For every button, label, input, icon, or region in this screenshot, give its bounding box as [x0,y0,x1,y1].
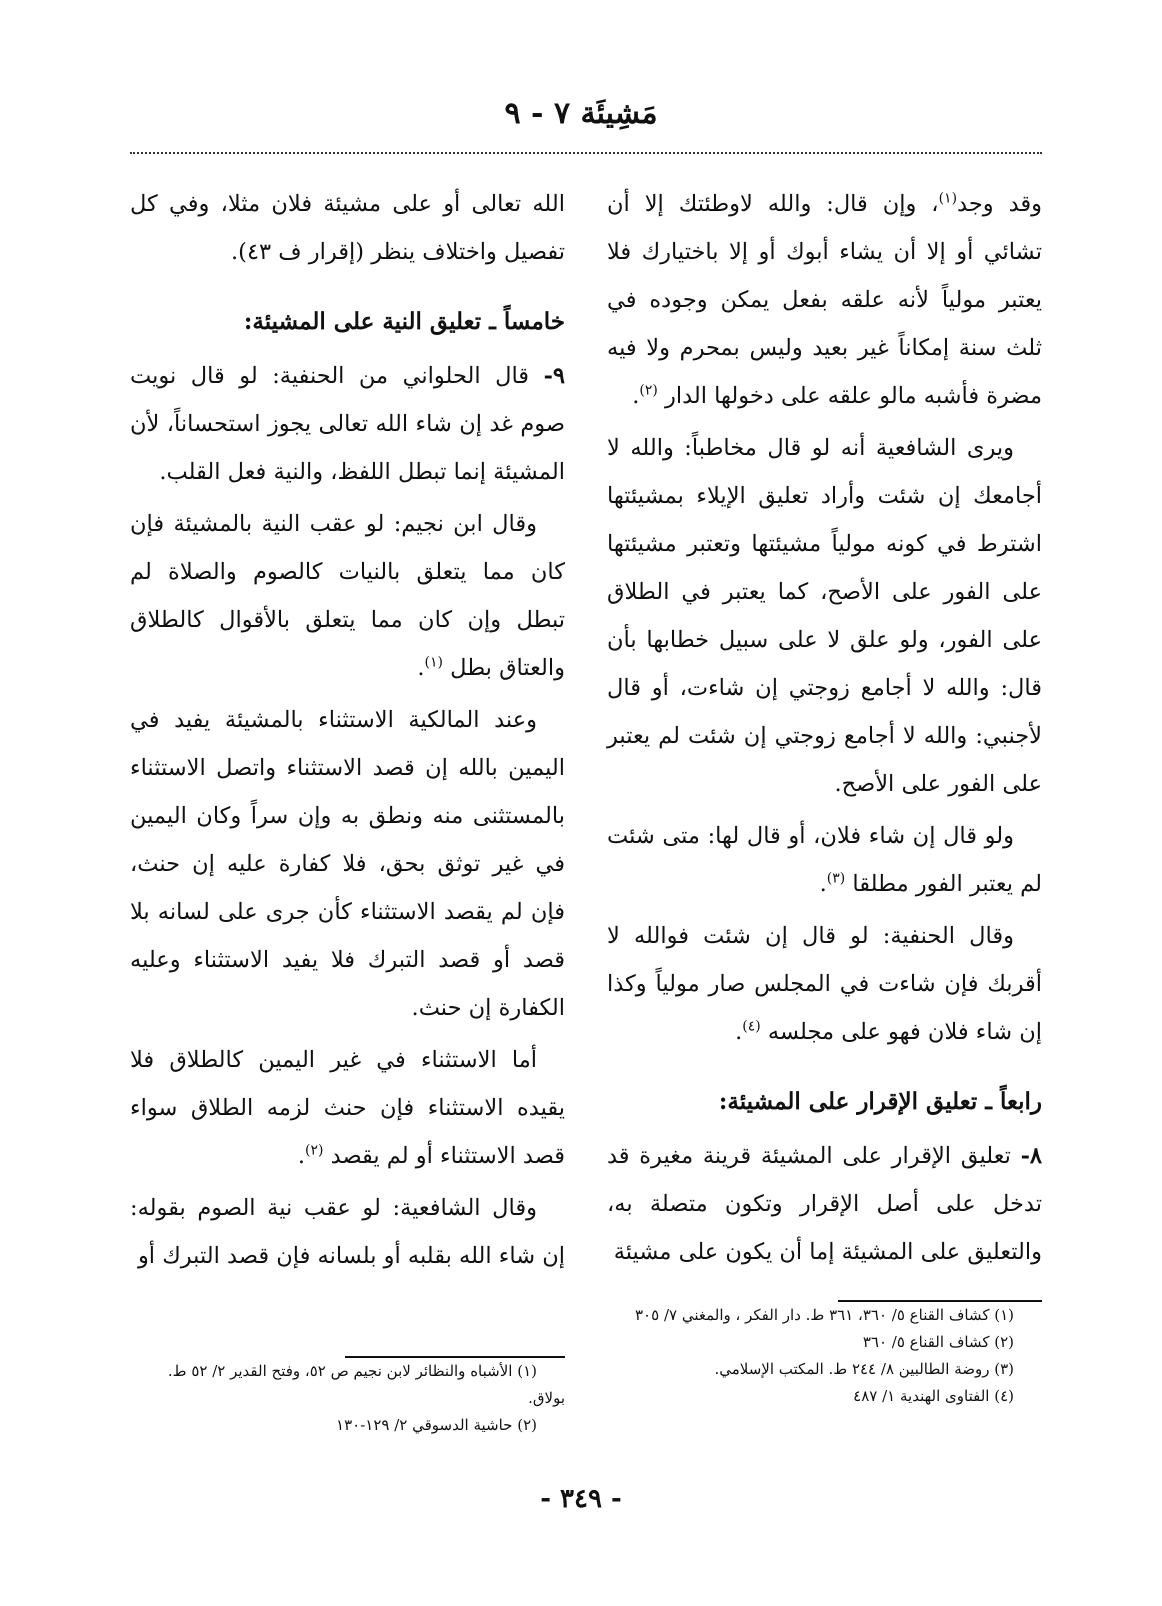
footnote-ref: (٤) [742,1018,761,1035]
paragraph: وقال ابن نجيم: لو عقب النية بالمشيئة فإن كان مما يتعلق بالنيات كالصوم والصلاة لم تبطل وإن كان مما يتعلق بالأقوال كالطلاق والعتاق بطل $^{(١)}$. [130,511,565,681]
paragraph-number: ٨- [1020,1143,1042,1169]
paragraph: ويرى الشافعية أنه لو قال مخاطباً: والله لا أجامعك إن شئت وأراد تعليق الإيلاء بمشيئتها اشترط في كونه مولياً مشيئتها وتعتبر مشيئتها على الفور على الأصح، كما يعتبر في الطلاق على الفور، ولو علق لا على سبيل خطابها بأن قال: والله لا أجامع زوجتي إن شاءت، أو قال لأجنبي: والله لا أجامع زوجتي إن شئت لم يعتبر على الفور على الأصح. [607,435,1042,797]
footnote-ref: (٣) [826,870,846,887]
header-divider [130,152,1042,154]
paragraph: ٨- تعليق الإقرار على المشيئة قرينة مغيرة قد تدخل على أصل الإقرار وتكون متصلة به، والتعليق على المشيئة إما أن يكون على مشيئة [607,1143,1042,1265]
paragraph: وقال الحنفية: لو قال إن شئت فوالله لا أقربك فإن شاءت في المجلس صار مولياً وكذا إن شاء فلان فهو على مجلسه $^{(٤)}$. [607,923,1042,1045]
section-heading: خامساً ـ تعليق النية على المشيئة: [243,308,565,335]
paragraph: أما الاستثناء في غير اليمين كالطلاق فلا يقيده الاستثناء فإن حنث لزمه الطلاق سواء قصد الاستثناء أو لم يقصد $^{(٢)}$. [130,1047,565,1169]
page-number: - ٣٤٩ - [540,1484,622,1514]
section-heading: رابعاً ـ تعليق الإقرار على المشيئة: [718,1088,1042,1115]
footnote: (٢) حاشية الدسوقي ٢/ ١٢٩-١٣٠ [336,1416,537,1434]
footnotes-left [130,1358,565,1439]
paragraph: وقال الشافعية: لو عقب نية الصوم بقوله: إن شاء الله بقلبه أو بلسانه فإن قصد التبرك أو [130,1195,565,1269]
running-header: مَشِيئَة ٧ - ٩ [504,96,658,131]
footnote-ref: (٢) [639,382,658,399]
footnote-ref: (٢) [305,1142,324,1159]
footnotes-right [607,1302,1042,1410]
footnote-ref: (١) [424,654,443,671]
paragraph: ٩- قال الحلواني من الحنفية: لو قال نويت صوم غد إن شاء الله تعالى يجوز استحساناً، لأن المشيئة إنما تبطل اللفظ، والنية فعل القلب. [130,363,565,485]
right-column [607,180,1042,1280]
footnote: (٤) الفتاوى الهندية ١/ ٤٨٧ [853,1387,1014,1405]
paragraph-number: ٩- [543,363,565,389]
footnote: (١) الأشباه والنظائر لابن نجيم ص ٥٢، وفتح القدير ٢/ ٥٢ ط. بولاق. [167,1362,565,1407]
paragraph: الله تعالى أو على مشيئة فلان مثلا، وفي كل تفصيل واختلاف ينظر (إقرار ف ٤٣). [130,191,565,265]
paragraph: وقد وجد$^{(١)}$، وإن قال: والله لاوطئتك إلا أن تشائي أو إلا أن يشاء أبوك أو إلا باختيارك فلا يعتبر مولياً لأنه علقه بفعل يمكن وجوده في ثلث سنة إمكاناً غير بعيد وليس بمحرم ولا فيه مضرة فأشبه مالو علقه على دخولها الدار $^{(٢)}$. [607,190,1043,409]
footnote-ref: (١) [938,190,958,207]
paragraph: ولو قال إن شاء فلان، أو قال لها: متى شئت لم يعتبر الفور مطلقا $^{(٣)}$. [607,823,1042,897]
footnote: (٣) روضة الطالبين ٨/ ٢٤٤ ط. المكتب الإسلامي. [714,1360,1014,1378]
footnote: (١) كشاف القناع ٥/ ٣٦٠، ٣٦١ ط. دار الفكر ، والمغني ٧/ ٣٠٥ [635,1306,1014,1324]
left-column [130,180,565,1284]
footnote: (٢) كشاف القناع ٥/ ٣٦٠ [862,1333,1014,1351]
paragraph: وعند المالكية الاستثناء بالمشيئة يفيد في اليمين بالله إن قصد الاستثناء واتصل الاستثناء بالمستثنى منه ونطق به وإن سراً وكان اليمين في غير توثق بحق، فلا كفارة عليه إن حنث، فإن لم يقصد الاستثناء كأن جرى على لسانه بلا قصد أو قصد التبرك فلا يفيد الاستثناء وعليه الكفارة إن حنث. [130,707,565,1021]
